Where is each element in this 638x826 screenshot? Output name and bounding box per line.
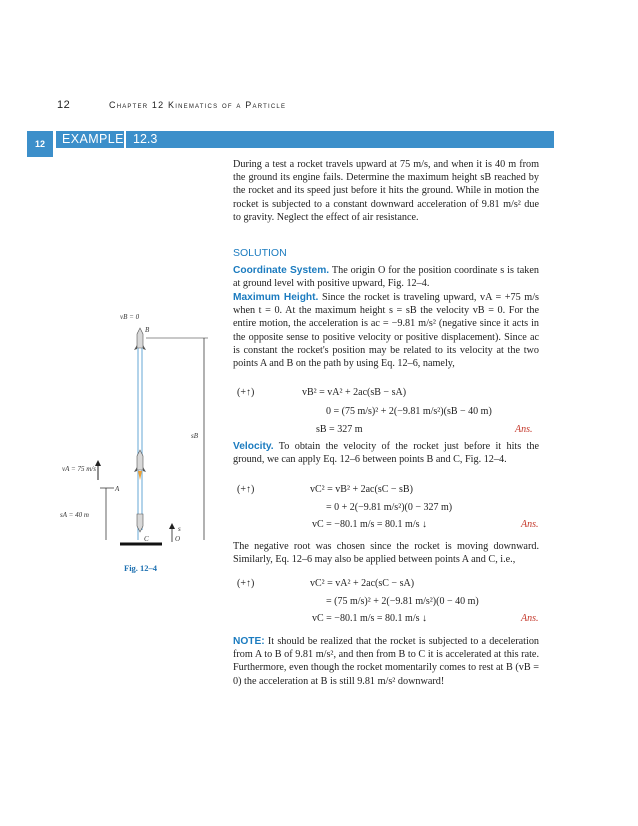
label-vb: vB = 0 [120,313,140,321]
coordinate-system-heading: Coordinate System. [233,265,330,276]
maximum-height-heading: Maximum Height. [233,292,319,303]
label-a: A [115,485,120,493]
example-banner [56,131,554,148]
label-o: O [175,535,181,543]
eq3-line1: vC² = vA² + 2ac(sC − sA) [310,578,415,589]
problem-statement: During a test a rocket travels upward at 75 m/s, and when it is 40 m from the ground its engine fails. Determine the maximum height sB reached by the rocket and its speed just before it hits the ground. While in motion the rocket is subjected to a constant downward acceleration of 9.81 m/s² due to gravity. Neglect the effect of air resistance. [233,159,539,223]
maximum-height-paragraph [233,291,539,370]
label-c: C [144,535,149,543]
coordinate-system-text: The origin O for the position coordinate s is taken at ground level with positive upward, Fig. 12–4. [233,265,539,290]
eq1-line3: sB = 327 m [316,424,363,435]
figure-caption: Fig. 12–4 [124,563,158,573]
rocket-at-a-icon [134,450,146,480]
eq2-answer-mark: Ans. [521,519,539,530]
eq3-line2: = (75 m/s)² + 2(−9.81 m/s²)(0 − 40 m) [326,596,479,607]
eq1-line2: 0 = (75 m/s)² + 2(−9.81 m/s²)(sB − 40 m) [326,406,492,417]
velocity-text: To obtain the velocity of the rocket just before it hits the ground, we can apply Eq. 12–6 between points B and C, Fig. 12–4. [233,441,539,466]
coordinate-system-paragraph [233,264,539,290]
label-sb: sB [191,432,198,440]
label-b: B [145,326,150,334]
example-separator [124,131,126,148]
example-label: EXAMPLE [62,132,124,146]
negative-root-paragraph: The negative root was chosen since the rocket is moving downward. Similarly, Eq. 12–6 may also be applied between points A and C, i.e., [233,541,539,566]
eq3-sign: (+↑) [237,578,255,589]
solution-title: SOLUTION [233,247,287,259]
example-number: 12.3 [133,132,158,146]
note-text: It should be realized that the rocket is subjected to a deceleration from A to B of 9.81 m/s², and then from B to C it is accelerated at this rate. Furthermore, even though the rocket momentarily comes to rest at B (vB = 0) the acceleration at B is still 9.81 m/s² downward! [233,636,540,687]
label-sa: sA = 40 m [60,511,89,519]
eq1-sign: (+↑) [237,387,255,398]
eq1-answer-mark: Ans. [515,424,533,435]
running-head: Chapter 12 Kinematics of a Particle [109,100,287,110]
velocity-paragraph [233,440,539,466]
eq3-line3: vC = −80.1 m/s = 80.1 m/s ↓ [312,613,427,624]
eq2-line3: vC = −80.1 m/s = 80.1 m/s ↓ [312,519,427,530]
eq3-answer-mark: Ans. [521,613,539,624]
chapter-tab: 12 [27,131,53,157]
label-s: s [178,525,181,533]
rocket-figure [50,300,220,560]
label-va: vA = 75 m/s [62,465,96,473]
velocity-heading: Velocity. [233,441,274,452]
note-heading: NOTE: [233,636,265,647]
eq2-line1: vC² = vB² + 2ac(sC − sB) [310,484,413,495]
page-number: 12 [57,99,71,111]
eq2-line2: = 0 + 2(−9.81 m/s²)(0 − 327 m) [326,502,453,513]
note-paragraph [233,635,539,688]
eq2-sign: (+↑) [237,484,255,495]
maximum-height-text: Since the rocket is traveling upward, vA = +75 m/s when t = 0. At the maximum height s = sB the velocity vB = 0. For the entire motion, the acceleration is ac = −9.81 m/s² (negative since it acts in the opposite sense to positive velocity or positive displacement). Since ac is constant the rocket's position may be related to its velocity at the two points A and B on the path by using Eq. 12–6, namely, [233,292,540,370]
eq1-line1: vB² = vA² + 2ac(sB − sA) [302,387,407,398]
s-axis-arrowhead-icon [169,523,175,529]
